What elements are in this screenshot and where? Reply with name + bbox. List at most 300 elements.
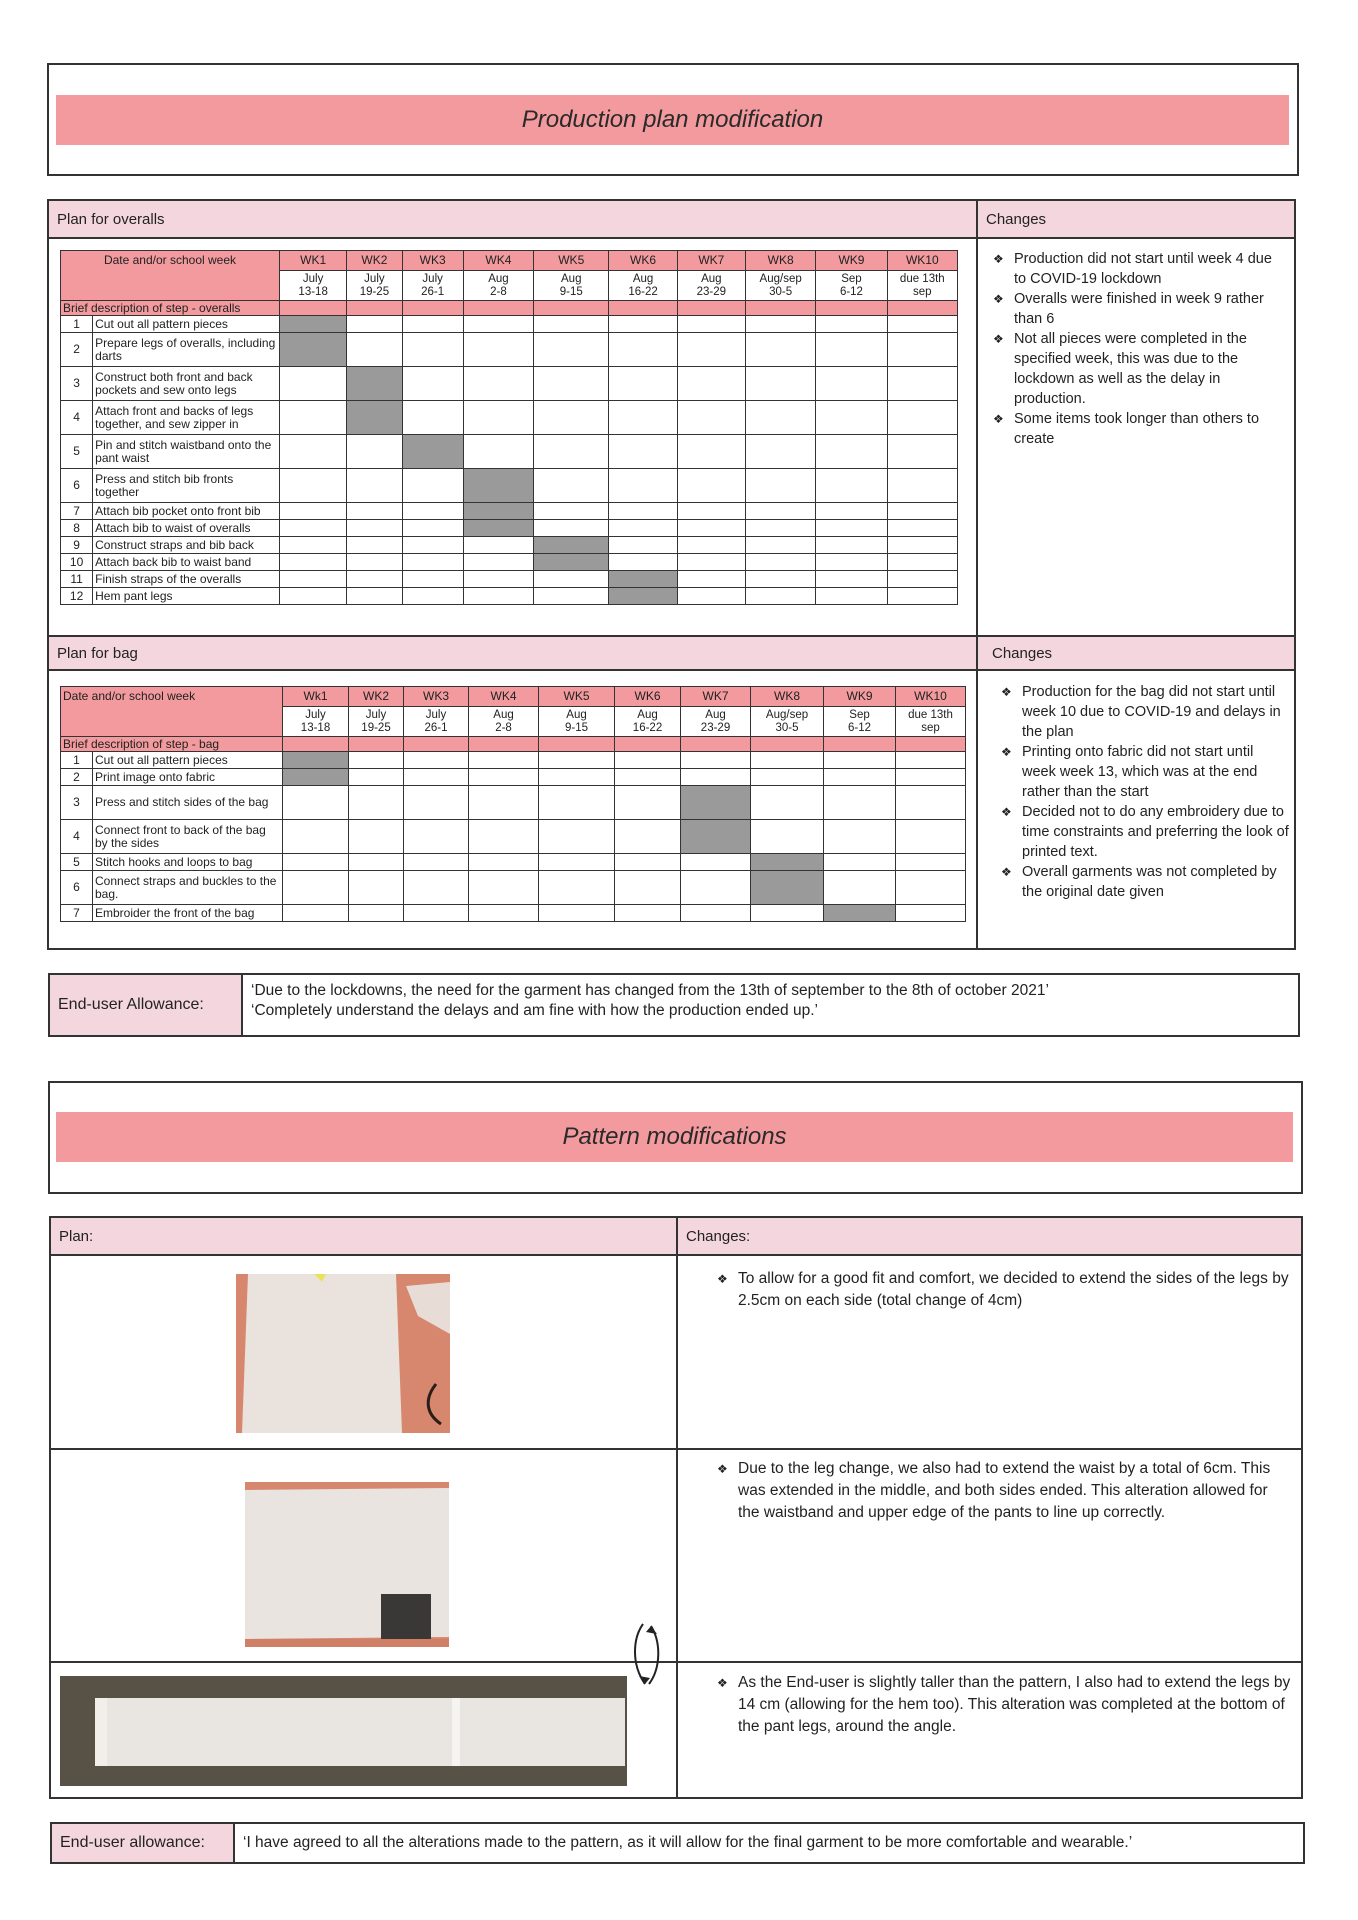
step-description: Press and stitch sides of the bag: [93, 786, 283, 820]
brief-spacer: [887, 301, 957, 316]
empty-cell: [816, 571, 887, 588]
step-description: Prepare legs of overalls, including darts: [93, 333, 280, 367]
empty-cell: [746, 469, 816, 503]
empty-cell: [539, 854, 615, 871]
empty-cell: [609, 367, 677, 401]
empty-cell: [887, 571, 957, 588]
empty-cell: [402, 401, 463, 435]
empty-cell: [824, 786, 896, 820]
week-header-9: WK9: [824, 687, 896, 707]
empty-cell: [746, 367, 816, 401]
empty-cell: [609, 469, 677, 503]
table-row: [61, 752, 966, 769]
empty-cell: [469, 871, 539, 905]
empty-cell: [677, 503, 745, 520]
bag-plan-header: Plan for bag: [49, 637, 976, 671]
brief-spacer: [404, 737, 469, 752]
empty-cell: [539, 905, 615, 922]
empty-cell: [349, 752, 404, 769]
week-header-2: WK2: [349, 687, 404, 707]
step-number: 5: [61, 435, 93, 469]
week-header-8: WK8: [746, 251, 816, 271]
empty-cell: [279, 503, 346, 520]
table-row: [61, 854, 966, 871]
empty-cell: [404, 752, 469, 769]
empty-cell: [347, 503, 402, 520]
pattern-change-1: [717, 1268, 1292, 1312]
week-header-5: WK5: [539, 687, 615, 707]
step-number: 5: [61, 854, 93, 871]
week-header-4: WK4: [463, 251, 533, 271]
brief-spacer: [746, 301, 816, 316]
table-row: [61, 871, 966, 905]
empty-cell: [615, 854, 681, 871]
date-range: 6-12: [848, 721, 872, 734]
production-title: Production plan modification: [56, 95, 1289, 145]
empty-cell: [677, 435, 745, 469]
empty-cell: [615, 786, 681, 820]
change-item: ❖ Printing onto fabric did not start until week week 13, which was at the end rather than the start: [1001, 742, 1291, 802]
empty-cell: [402, 554, 463, 571]
empty-cell: [469, 769, 539, 786]
pattern-change-2: [717, 1458, 1292, 1524]
step-number: 6: [61, 469, 93, 503]
empty-cell: [816, 367, 887, 401]
empty-cell: [402, 503, 463, 520]
scheduled-cell: [751, 854, 824, 871]
date-month: due 13th: [908, 708, 953, 721]
step-description: Hem pant legs: [93, 588, 280, 605]
week-date-9: [824, 707, 896, 737]
step-number: 9: [61, 537, 93, 554]
empty-cell: [609, 401, 677, 435]
date-range: 9-15: [565, 721, 589, 734]
empty-cell: [677, 588, 745, 605]
date-month: July: [425, 708, 447, 721]
date-month: July: [365, 708, 387, 721]
brief-spacer: [283, 737, 349, 752]
empty-cell: [402, 588, 463, 605]
step-number: 2: [61, 333, 93, 367]
step-description: Connect front to back of the bag by the sides: [93, 820, 283, 854]
empty-cell: [896, 854, 966, 871]
empty-cell: [463, 588, 533, 605]
brief-spacer: [279, 301, 346, 316]
empty-cell: [279, 588, 346, 605]
empty-cell: [539, 769, 615, 786]
date-month: Aug: [566, 708, 587, 721]
empty-cell: [824, 769, 896, 786]
empty-cell: [463, 333, 533, 367]
week-header-5: WK5: [534, 251, 609, 271]
brief-spacer: [349, 737, 404, 752]
step-description: Construct straps and bib back: [93, 537, 280, 554]
empty-cell: [746, 537, 816, 554]
step-number: 7: [61, 905, 93, 922]
step-number: 12: [61, 588, 93, 605]
table-row: [61, 571, 958, 588]
date-range: 6-12: [839, 285, 863, 298]
empty-cell: [404, 871, 469, 905]
week-header-10: WK10: [896, 687, 966, 707]
empty-cell: [816, 503, 887, 520]
week-date-3: [404, 707, 469, 737]
scheduled-cell: [534, 537, 609, 554]
brief-spacer: [469, 737, 539, 752]
empty-cell: [816, 435, 887, 469]
week-header-6: WK6: [615, 687, 681, 707]
empty-cell: [463, 554, 533, 571]
week-date-10: [896, 707, 966, 737]
brief-spacer: [539, 737, 615, 752]
date-range: 2-8: [495, 721, 512, 734]
empty-cell: [609, 333, 677, 367]
step-number: 2: [61, 769, 93, 786]
change-item: ❖ Decided not to do any embroidery due to time constraints and preferring the look of printed text.: [1001, 802, 1291, 862]
change-item: ❖ Some items took longer than others to create: [993, 409, 1288, 449]
week-date-1: [279, 271, 346, 301]
empty-cell: [609, 537, 677, 554]
table-row: [61, 769, 966, 786]
empty-cell: [681, 769, 751, 786]
end-user-allowance-text: [243, 975, 1057, 1035]
empty-cell: [463, 435, 533, 469]
empty-cell: [349, 820, 404, 854]
empty-cell: [609, 435, 677, 469]
empty-cell: [402, 316, 463, 333]
empty-cell: [283, 786, 349, 820]
pattern-row-divider-1: [51, 1448, 1301, 1450]
empty-cell: [816, 537, 887, 554]
empty-cell: [677, 571, 745, 588]
change-item: ❖ Production for the bag did not start until week 10 due to COVID-19 and delays in the plan: [1001, 682, 1291, 742]
bag-changes-header: Changes: [978, 637, 1294, 671]
date-week-label: Date and/or school week: [61, 687, 283, 737]
week-header-10: WK10: [887, 251, 957, 271]
date-range: 13-18: [298, 285, 328, 298]
step-number: 1: [61, 752, 93, 769]
empty-cell: [283, 820, 349, 854]
week-date-2: [349, 707, 404, 737]
empty-cell: [463, 367, 533, 401]
date-range: 23-29: [700, 721, 731, 734]
scheduled-cell: [751, 871, 824, 905]
bag-changes-list: [1001, 682, 1291, 902]
gantt-brief-row: [61, 737, 966, 752]
date-month: Sep: [841, 272, 862, 285]
step-description: Stitch hooks and loops to bag: [93, 854, 283, 871]
date-range: sep: [921, 721, 940, 734]
empty-cell: [347, 333, 402, 367]
empty-cell: [349, 786, 404, 820]
change-item: ❖ Overalls were finished in week 9 rather than 6: [993, 289, 1288, 329]
pattern-row-divider-2: [51, 1661, 1301, 1663]
empty-cell: [609, 520, 677, 537]
empty-cell: [534, 401, 609, 435]
week-header-3: WK3: [404, 687, 469, 707]
table-row: [61, 537, 958, 554]
date-month: Sep: [849, 708, 870, 721]
week-date-5: [534, 271, 609, 301]
step-description: Construct both front and back pockets and sew onto legs: [93, 367, 280, 401]
pattern-divider: [676, 1218, 678, 1797]
end-user-quote-2: ‘Completely understand the delays and am fine with how the production ended up.’: [251, 1002, 818, 1019]
empty-cell: [746, 588, 816, 605]
empty-cell: [677, 367, 745, 401]
week-header-1: WK1: [279, 251, 346, 271]
empty-cell: [404, 854, 469, 871]
week-date-6: [615, 707, 681, 737]
table-row: [61, 401, 958, 435]
empty-cell: [746, 520, 816, 537]
brief-spacer: [347, 301, 402, 316]
empty-cell: [279, 469, 346, 503]
table-row: [61, 435, 958, 469]
week-header-2: WK2: [347, 251, 402, 271]
brief-description-label: Brief description of step - bag: [61, 737, 283, 752]
empty-cell: [534, 367, 609, 401]
brief-spacer: [751, 737, 824, 752]
empty-cell: [677, 520, 745, 537]
empty-cell: [347, 520, 402, 537]
date-month: Aug: [637, 708, 658, 721]
table-row: [61, 367, 958, 401]
date-month: July: [302, 272, 324, 285]
scheduled-cell: [534, 554, 609, 571]
empty-cell: [534, 520, 609, 537]
empty-cell: [816, 588, 887, 605]
brief-spacer: [681, 737, 751, 752]
empty-cell: [751, 820, 824, 854]
empty-cell: [539, 871, 615, 905]
empty-cell: [677, 469, 745, 503]
date-month: July: [305, 708, 326, 721]
empty-cell: [463, 316, 533, 333]
empty-cell: [816, 554, 887, 571]
empty-cell: [539, 820, 615, 854]
bag-gantt-table: [60, 686, 966, 922]
empty-cell: [887, 367, 957, 401]
empty-cell: [816, 469, 887, 503]
end-user-allowance-2-text: ‘I have agreed to all the alterations made to the pattern, as it will allow for the final garment to be more comfortable and wearable.’: [243, 1834, 1133, 1851]
scheduled-cell: [824, 905, 896, 922]
empty-cell: [887, 554, 957, 571]
empty-cell: [347, 435, 402, 469]
empty-cell: [609, 503, 677, 520]
brief-spacer: [896, 737, 966, 752]
brief-spacer: [615, 737, 681, 752]
brief-spacer: [534, 301, 609, 316]
step-number: 3: [61, 367, 93, 401]
date-month: Aug: [705, 708, 726, 721]
date-range: 2-8: [490, 285, 507, 298]
week-date-4: [463, 271, 533, 301]
empty-cell: [402, 520, 463, 537]
empty-cell: [279, 554, 346, 571]
empty-cell: [746, 316, 816, 333]
empty-cell: [347, 316, 402, 333]
brief-spacer: [463, 301, 533, 316]
empty-cell: [279, 367, 346, 401]
date-range: 26-1: [424, 721, 448, 734]
week-header-7: WK7: [681, 687, 751, 707]
empty-cell: [404, 786, 469, 820]
empty-cell: [887, 435, 957, 469]
empty-cell: [681, 752, 751, 769]
date-range: 16-22: [632, 721, 663, 734]
change-item: ❖ Production did not start until week 4 due to COVID-19 lockdown: [993, 249, 1288, 289]
leg-pattern-drawing: [236, 1274, 450, 1433]
overalls-changes-header: Changes: [978, 201, 1294, 239]
empty-cell: [534, 503, 609, 520]
step-description: Connect straps and buckles to the bag.: [93, 871, 283, 905]
date-month: due 13th: [899, 272, 945, 285]
empty-cell: [349, 905, 404, 922]
empty-cell: [539, 786, 615, 820]
step-number: 11: [61, 571, 93, 588]
empty-cell: [816, 401, 887, 435]
week-date-8: [746, 271, 816, 301]
empty-cell: [402, 333, 463, 367]
empty-cell: [349, 769, 404, 786]
empty-cell: [681, 854, 751, 871]
date-month: Aug: [561, 272, 582, 285]
week-date-7: [681, 707, 751, 737]
gantt-brief-row: [61, 301, 958, 316]
end-user-allowance-2-label: End-user allowance:: [52, 1824, 235, 1862]
step-description: Finish straps of the overalls: [93, 571, 280, 588]
empty-cell: [896, 871, 966, 905]
scheduled-cell: [279, 316, 346, 333]
step-description: Embroider the front of the bag: [93, 905, 283, 922]
date-month: July: [364, 272, 385, 285]
scheduled-cell: [347, 367, 402, 401]
pattern-change-1-text: ❖ To allow for a good fit and comfort, we decided to extend the sides of the legs by 2.5cm on each side (total change of 4cm): [717, 1268, 1292, 1312]
empty-cell: [615, 820, 681, 854]
overalls-divider: [976, 201, 978, 635]
table-row: [61, 469, 958, 503]
scheduled-cell: [402, 435, 463, 469]
empty-cell: [887, 588, 957, 605]
empty-cell: [347, 571, 402, 588]
empty-cell: [402, 469, 463, 503]
gantt-week-row: [61, 687, 966, 707]
brief-description-label: Brief description of step - overalls: [61, 301, 280, 316]
step-description: Attach bib pocket onto front bib: [93, 503, 280, 520]
step-description: Press and stitch bib fronts together: [93, 469, 280, 503]
week-date-10: [887, 271, 957, 301]
brief-spacer: [402, 301, 463, 316]
empty-cell: [896, 905, 966, 922]
empty-cell: [283, 854, 349, 871]
table-row: [61, 333, 958, 367]
brief-spacer: [609, 301, 677, 316]
empty-cell: [681, 905, 751, 922]
empty-cell: [896, 820, 966, 854]
date-range: 19-25: [359, 285, 390, 298]
step-number: 6: [61, 871, 93, 905]
table-row: [61, 588, 958, 605]
waist-pattern-drawing: [245, 1482, 449, 1647]
date-range: sep: [913, 285, 932, 298]
empty-cell: [824, 752, 896, 769]
date-range: 16-22: [628, 285, 658, 298]
empty-cell: [283, 905, 349, 922]
empty-cell: [896, 769, 966, 786]
scheduled-cell: [681, 820, 751, 854]
leg-extension-drawing: [60, 1676, 627, 1786]
scheduled-cell: [609, 588, 677, 605]
empty-cell: [279, 401, 346, 435]
step-number: 4: [61, 401, 93, 435]
date-month: Aug: [488, 272, 509, 285]
table-row: [61, 554, 958, 571]
change-item: ❖ Not all pieces were completed in the specified week, this was due to the lockdown as well as the delay in production.: [993, 329, 1288, 409]
empty-cell: [887, 401, 957, 435]
empty-cell: [469, 905, 539, 922]
empty-cell: [615, 905, 681, 922]
empty-cell: [816, 520, 887, 537]
empty-cell: [534, 469, 609, 503]
table-row: [61, 820, 966, 854]
table-row: [61, 786, 966, 820]
scheduled-cell: [347, 401, 402, 435]
week-header-1: Wk1: [283, 687, 349, 707]
scheduled-cell: [681, 786, 751, 820]
step-description: Pin and stitch waistband onto the pant waist: [93, 435, 280, 469]
empty-cell: [534, 571, 609, 588]
pattern-changes-header: Changes:: [678, 1218, 1301, 1256]
empty-cell: [402, 571, 463, 588]
week-header-7: WK7: [677, 251, 745, 271]
week-header-3: WK3: [402, 251, 463, 271]
table-row: [61, 520, 958, 537]
week-date-5: [539, 707, 615, 737]
date-month: Aug: [493, 708, 514, 721]
empty-cell: [534, 333, 609, 367]
empty-cell: [746, 503, 816, 520]
empty-cell: [677, 401, 745, 435]
pattern-plan-header: Plan:: [51, 1218, 676, 1256]
week-date-7: [677, 271, 745, 301]
table-row: [61, 905, 966, 922]
empty-cell: [824, 854, 896, 871]
step-description: Print image onto fabric: [93, 769, 283, 786]
empty-cell: [404, 769, 469, 786]
empty-cell: [609, 554, 677, 571]
empty-cell: [824, 871, 896, 905]
step-description: Attach back bib to waist band: [93, 554, 280, 571]
empty-cell: [887, 333, 957, 367]
empty-cell: [347, 537, 402, 554]
gantt-week-row: [61, 251, 958, 271]
empty-cell: [402, 367, 463, 401]
week-header-6: WK6: [609, 251, 677, 271]
empty-cell: [539, 752, 615, 769]
leg-extension-photo: [60, 1676, 627, 1786]
empty-cell: [816, 333, 887, 367]
empty-cell: [677, 333, 745, 367]
empty-cell: [746, 571, 816, 588]
empty-cell: [751, 786, 824, 820]
week-header-8: WK8: [751, 687, 824, 707]
end-user-quote-1: ‘Due to the lockdowns, the need for the garment has changed from the 13th of september to the 8th of october 2021’: [251, 982, 1049, 999]
empty-cell: [751, 769, 824, 786]
step-number: 8: [61, 520, 93, 537]
empty-cell: [347, 554, 402, 571]
date-month: Aug: [701, 272, 722, 285]
scheduled-cell: [463, 469, 533, 503]
